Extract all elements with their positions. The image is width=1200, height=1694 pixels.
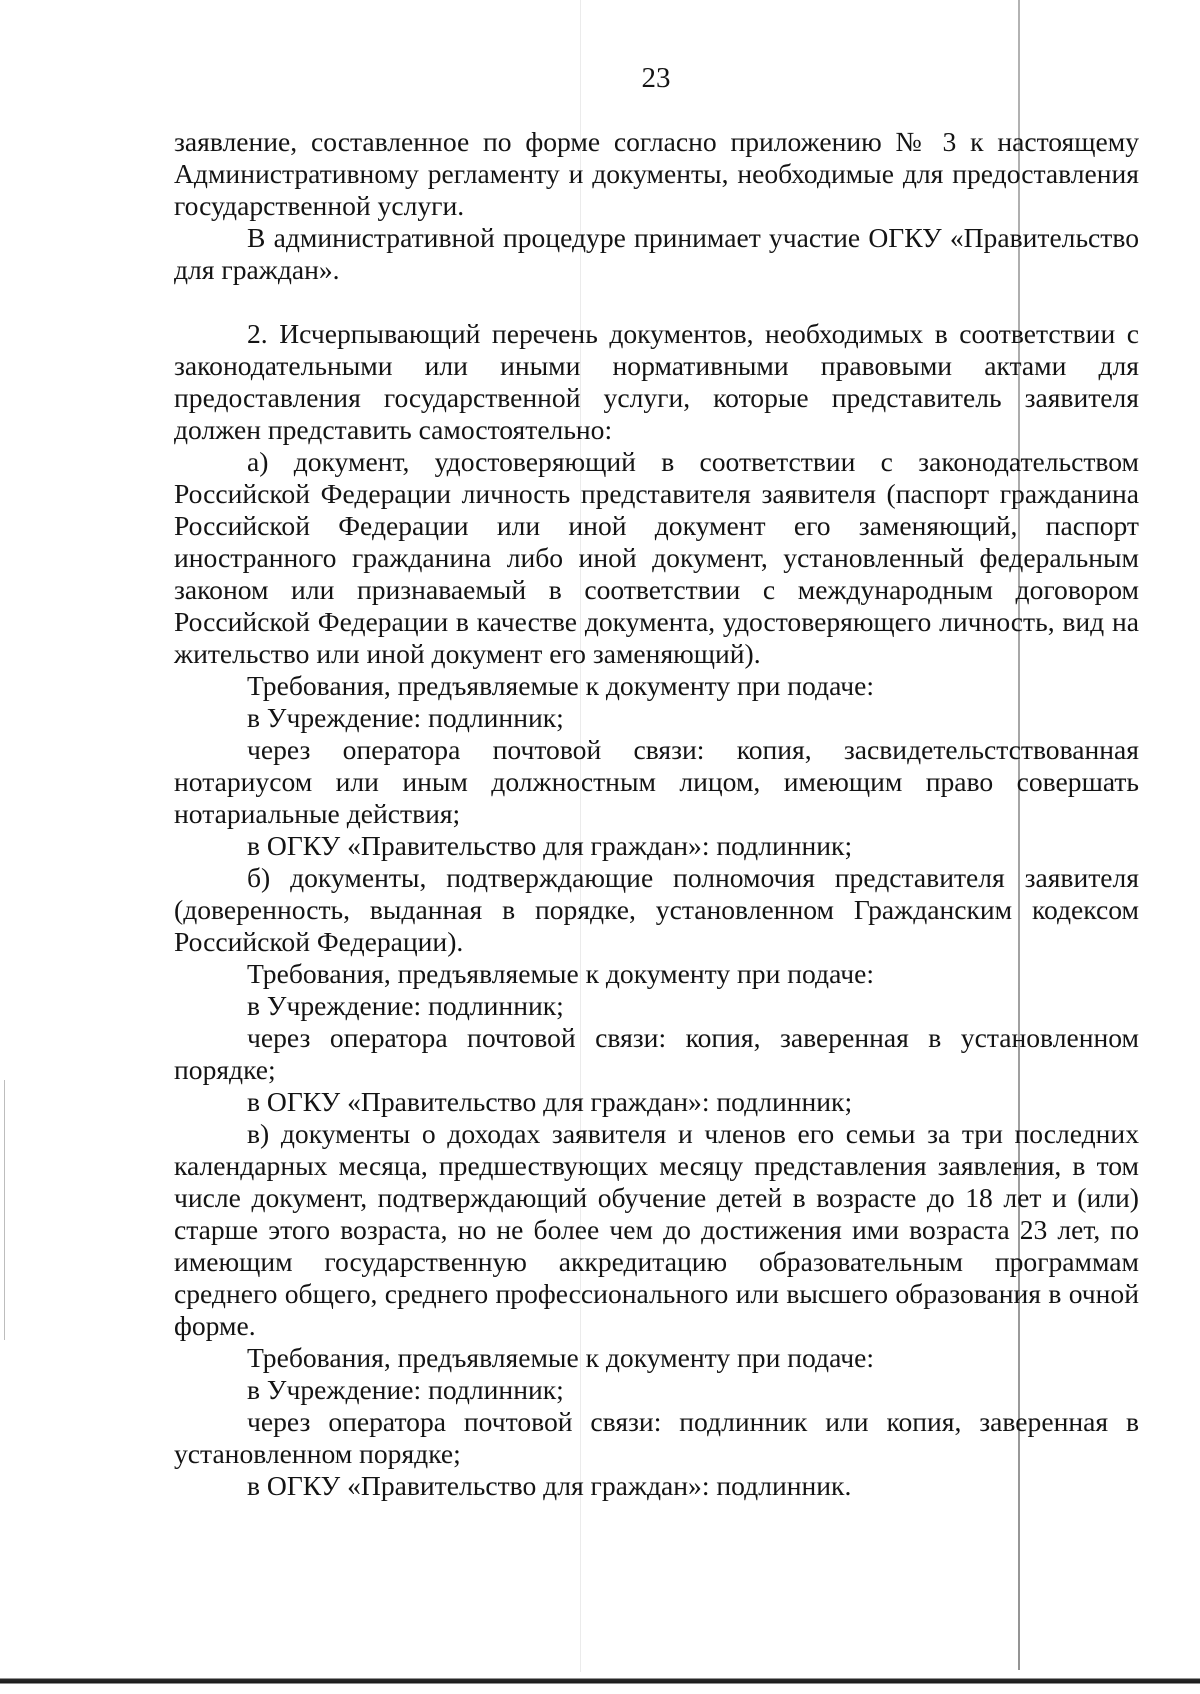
- paragraph: через оператора почтовой связи: копия, заверенная в установленном порядке;: [174, 1022, 1139, 1085]
- paragraph: в ОГКУ «Правительство для граждан»: подлинник;: [247, 1086, 853, 1117]
- paragraph: в Учреждение: подлинник;: [247, 1374, 564, 1405]
- paragraph: заявление, составленное по форме согласно приложению № 3 к настоящему Административному регламенту и документы, необходимые для предоставления государственной услуги.: [174, 126, 1139, 221]
- paragraph: в ОГКУ «Правительство для граждан»: подлинник.: [247, 1470, 852, 1501]
- paragraph: а) документ, удостоверяющий в соответствии с законодательством Российской Федерации личность представителя заявителя (паспорт гражданина Российской Федерации или иной документ его заменяющий, паспорт иностранного гражданина либо иной документ, установленный федеральным законом или признаваемый в соответствии с международным договором Российской Федерации в качестве документа, удостоверяющего личность, вид на жительство или иной документ его заменяющий).: [174, 446, 1139, 669]
- paragraph: б) документы, подтверждающие полномочия представителя заявителя (доверенность, выданная в порядке, установленном Гражданским кодексом Российской Федерации).: [174, 862, 1139, 957]
- paragraph: через оператора почтовой связи: копия, засвидетельстствованная нотариусом или иным должностным лицом, имеющим право совершать нотариальные действия;: [174, 734, 1139, 829]
- paragraph: через оператора почтовой связи: подлинник или копия, заверенная в установленном порядке;: [174, 1406, 1139, 1469]
- document-body: [174, 126, 1139, 1502]
- paragraph: Требования, предъявляемые к документу при подаче:: [247, 670, 875, 701]
- paragraph: 2. Исчерпывающий перечень документов, необходимых в соответствии с законодательными или иными нормативными правовыми актами для предоставления государственной услуги, которые представитель заявителя должен представить самостоятельно:: [174, 318, 1139, 445]
- paragraph: в Учреждение: подлинник;: [247, 990, 564, 1021]
- scan-artifact-line-left: [4, 1080, 5, 1340]
- paragraph: В административной процедуре принимает участие ОГКУ «Правительство для граждан».: [174, 222, 1139, 285]
- page-number: 23: [641, 62, 671, 94]
- paragraph: в) документы о доходах заявителя и членов его семьи за три последних календарных месяца, предшествующих месяцу представления заявления, в том числе документ, подтверждающий обучение детей в возрасте до 18 лет и (или) старше этого возраста, но не более чем до достижения ими возраста 23 лет, по имеющим государственную аккредитацию образовательным программам среднего общего, среднего профессионального или высшего образования в очной форме.: [174, 1118, 1139, 1341]
- paragraph: Требования, предъявляемые к документу при подаче:: [247, 958, 875, 989]
- scan-bottom-edge: [0, 1672, 1200, 1694]
- paragraph: в Учреждение: подлинник;: [247, 702, 564, 733]
- paragraph: Требования, предъявляемые к документу при подаче:: [247, 1342, 875, 1373]
- paragraph: в ОГКУ «Правительство для граждан»: подлинник;: [247, 830, 853, 861]
- paragraph-gap: [174, 286, 1139, 318]
